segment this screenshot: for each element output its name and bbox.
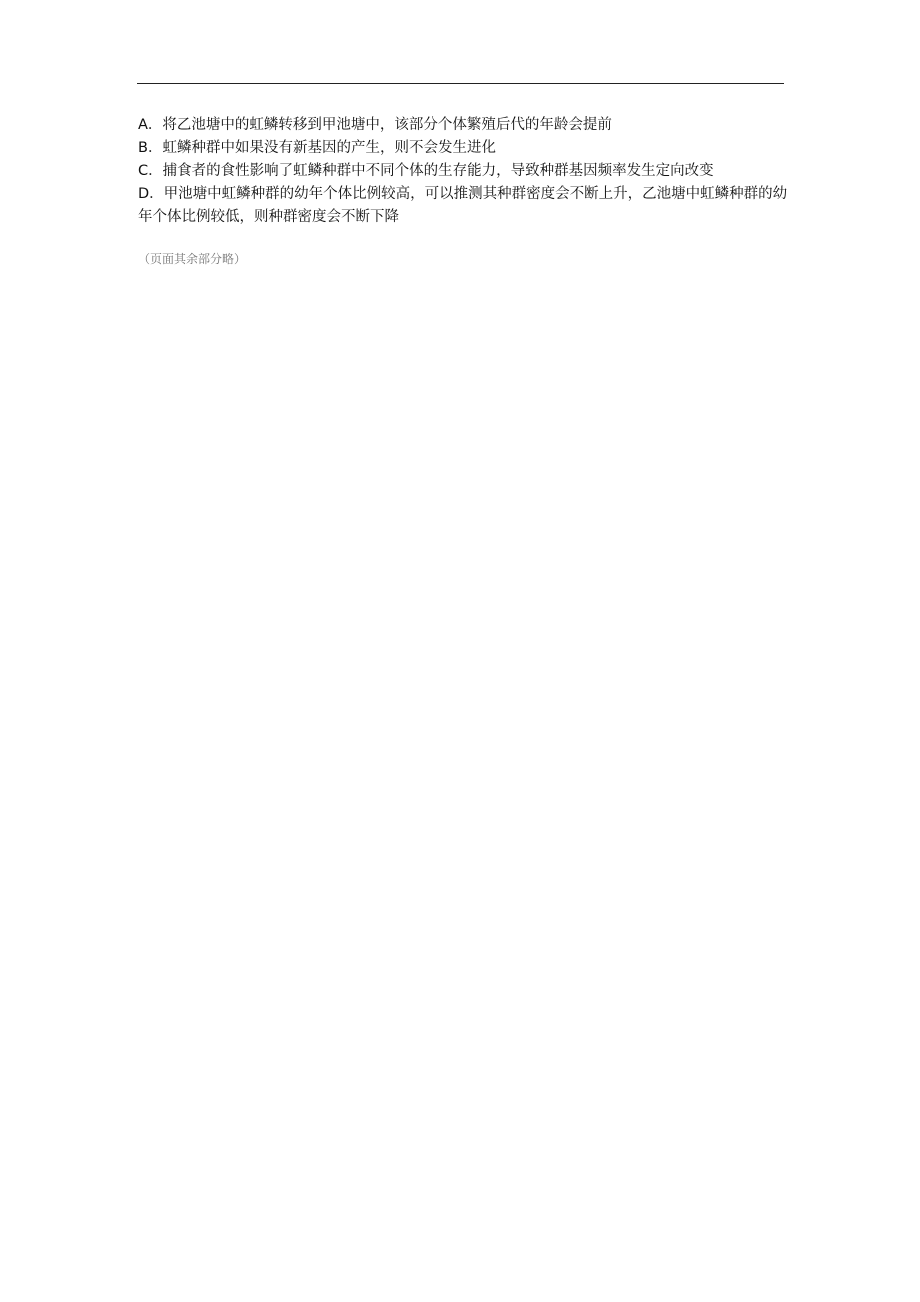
- header-rule: [137, 83, 784, 84]
- option-d: D．甲池塘中虹鳞种群的幼年个体比例较高，可以推测其种群密度会不断上升，乙池塘中虹鳞种群的幼年个体比例较低，则种群密度会不断下降: [138, 186, 788, 225]
- option-b: B．虹鳞种群中如果没有新基因的产生，则不会发生进化: [138, 140, 496, 156]
- omitted-note: （页面其余部分略）: [138, 252, 247, 266]
- option-c: C．捕食者的食性影响了虹鳞种群中不同个体的生存能力，导致种群基因频率发生定向改变: [138, 163, 714, 179]
- question-5-options: [138, 114, 788, 229]
- option-a: A．将乙池塘中的虹鳞转移到甲池塘中，该部分个体繁殖后代的年龄会提前: [138, 117, 612, 133]
